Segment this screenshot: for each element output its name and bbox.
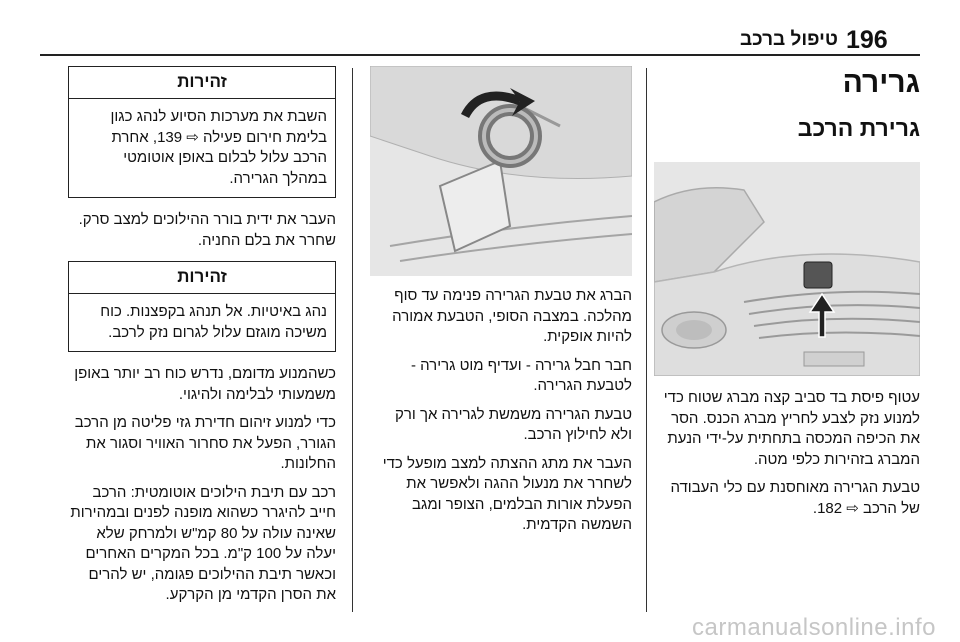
- engine-off-note: כשהמנוע מדומם, נדרש כוח רב יותר באופן משמעותי לבלימה ולהיגוי.: [74, 365, 336, 403]
- screw-in-instruction: הברג את טבעת הגרירה פנימה עד סוף מהלכה. במצבה הסופי, הטבעת אמורה להיות אופקית.: [392, 287, 632, 345]
- middle-column: [370, 66, 632, 536]
- exhaust-note: כדי למנוע זיהום חדירת גזי פליטה מן הרכב הגורר, הפעל את סחרור האוויר וסגור את החלונות.: [74, 414, 336, 472]
- attach-rope-instruction: חבר חבל גרירה - ועדיף מוט גרירה - לטבעת הגרירה.: [410, 356, 632, 394]
- section-title: גרירה: [842, 66, 920, 99]
- column-divider: [352, 68, 353, 612]
- section-header: טיפול ברכב: [740, 29, 838, 50]
- header-rule: [40, 54, 920, 56]
- ignition-instruction: העבר את מתג ההצתה למצב מופעל כדי לשחרר את מנעול ההגה ולאפשר את הפעלת אורות הבלמים, הצופר ומגב השמשה הקדמית.: [382, 454, 632, 533]
- neutral-gear-instruction: העבר את ידית בורר ההילוכים למצב סרק. שחרר את בלם החניה.: [78, 211, 336, 249]
- caution-box-driver-assist: [68, 66, 336, 198]
- towing-eye-illustration: [370, 66, 632, 276]
- column-divider: [646, 68, 647, 612]
- caution-text: השבת את מערכות הסיוע לנהג כגון בלימת חירום פעילה ⇨ 139, אחרת הרכב עלול לבלום באופן אוטומטי במהלך הגרירה.: [110, 108, 327, 187]
- caution-title: זהירות: [69, 67, 335, 99]
- towing-only-note: טבעת הגרירה משמשת לגרירה אך ורק ולא לחילוץ הרכב.: [395, 405, 632, 443]
- caution-box-drive-slowly: [68, 261, 336, 352]
- subsection-title: גרירת הרכב: [797, 115, 920, 141]
- watermark-bar: [0, 612, 960, 642]
- towing-eye-storage-text: טבעת הגרירה מאוחסנת עם כלי העבודה של הרכב ⇨ 182.: [670, 479, 920, 517]
- page-number: 196: [846, 26, 888, 54]
- caution-text: נהג באיטיות. אל תנהג בקפצנות. כוח משיכה מוגזם עלול לגרום נזק לרכב.: [100, 303, 327, 341]
- automatic-transmission-note: רכב עם תיבת הילוכים אוטומטית: הרכב חייב להיגרר כשהוא מופנה לפנים ובמהירות שאינה עולה על 80 קמ"ש ולמרחק שלא יעלה על 100 ק"מ. בכל המקרים האחרים וכאשר תיבת ההילוכים פגומה, יש להרים את הסרן הקדמי מן הקרקע.: [70, 483, 336, 603]
- right-column: [654, 66, 920, 519]
- left-column: [68, 66, 336, 634]
- bumper-cover-illustration: [654, 162, 920, 376]
- caution-title: זהירות: [69, 262, 335, 294]
- cover-removal-text: עטוף פיסת בד סביב קצה מברג שטוח כדי למנוע נזק לצבע לחריץ מברג הכנס. הסר את הכיפה המכסה בתחתית על-ידי הנעת המברג בזהירות כלפי מטה.: [663, 389, 920, 468]
- watermark-text: carmanualsonline.info: [692, 614, 936, 641]
